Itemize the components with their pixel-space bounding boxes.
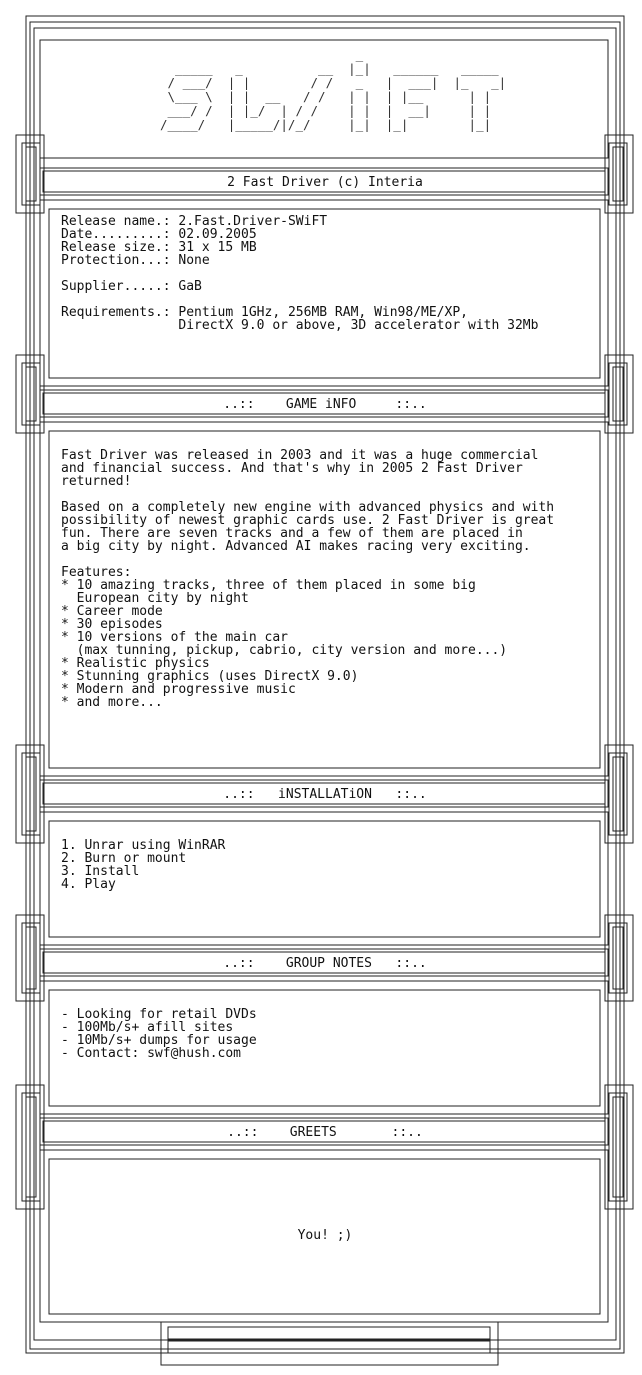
game-info-header: ..:: GAME iNFO ::.. [223,397,427,412]
game-info-line: returned! [61,474,132,489]
game-info-line: possibility of newest graphic cards use. 2 Fast Driver is great [61,513,555,528]
group-notes-line: - 10Mb/s+ dumps for usage [61,1033,257,1048]
game-info-line: * and more... [61,695,163,710]
group-notes-line: - 100Mb/s+ afill sites [61,1020,234,1035]
installation-line: 4. Play [61,877,116,892]
game-info-line: Features: [61,565,132,580]
game-info-line: * 10 amazing tracks, three of them placed in some big [61,578,476,593]
game-info-line: * 30 episodes [61,617,163,632]
game-info-line: (max tunning, pickup, cabrio, city version and more...) [76,643,508,658]
installation-steps [61,839,225,891]
greets-header: ..:: GREETS ::.. [227,1125,423,1140]
game-info-line: Based on a completely new engine with advanced physics and with [61,500,555,515]
game-info-line: * Realistic physics [61,656,210,671]
release-line: Date.........: 02.09.2005 [61,227,257,242]
installation-line: 3. Install [61,864,140,879]
game-info-line: * 10 versions of the main car [61,630,288,645]
game-info-line: fun. There are seven tracks and a few of them are placed in [61,526,523,541]
game-info-line: a big city by night. Advanced AI makes racing very exciting. [61,539,531,554]
group-notes-header: ..:: GROUP NOTES ::.. [223,956,427,971]
group-notes-text [61,1008,257,1060]
release-line: Release size.: 31 x 15 MB [61,240,257,255]
game-info-line: * Modern and progressive music [61,682,296,697]
release-line: DirectX 9.0 or above, 3D accelerator with 32Mb [61,318,539,333]
group-notes-line: - Contact: swf@hush.com [61,1046,242,1061]
game-info-line: * Career mode [61,604,163,619]
release-line: Release name.: 2.Fast.Driver-SWiFT [61,214,328,229]
installation-line: 2. Burn or mount [61,851,187,866]
game-info-line: European city by night [76,591,249,606]
release-line: Requirements.: Pentium 1GHz, 256MB RAM, Win98/ME/XP, [61,305,468,320]
game-info-line: * Stunning graphics (uses DirectX 9.0) [61,669,359,684]
release-line: Supplier.....: GaB [61,279,202,294]
release-info [61,215,538,332]
game-info-text [61,449,554,709]
game-info-line: Fast Driver was released in 2003 and it was a huge commercial [61,448,539,463]
release-line: Protection...: None [61,253,210,268]
installation-header: ..:: iNSTALLATiON ::.. [223,787,427,802]
release-title: 2 Fast Driver (c) Interia [227,175,423,190]
installation-line: 1. Unrar using WinRAR [61,838,226,853]
group-notes-line: - Looking for retail DVDs [61,1007,257,1022]
swift-logo: _ _____ _ __ |_| ______ _____ / ___/ | | / / _ | ___| |_ _| \___ \ | | __ / / | | | |__ | | ___/ / | |_/ | / / | | | __| | | /____/ |_____/|/_/ |_| |_| |_| [160,47,507,132]
game-info-line: and financial success. And that's why in 2005 2 Fast Driver [61,461,523,476]
greets-text: You! ;) [297,1228,353,1243]
